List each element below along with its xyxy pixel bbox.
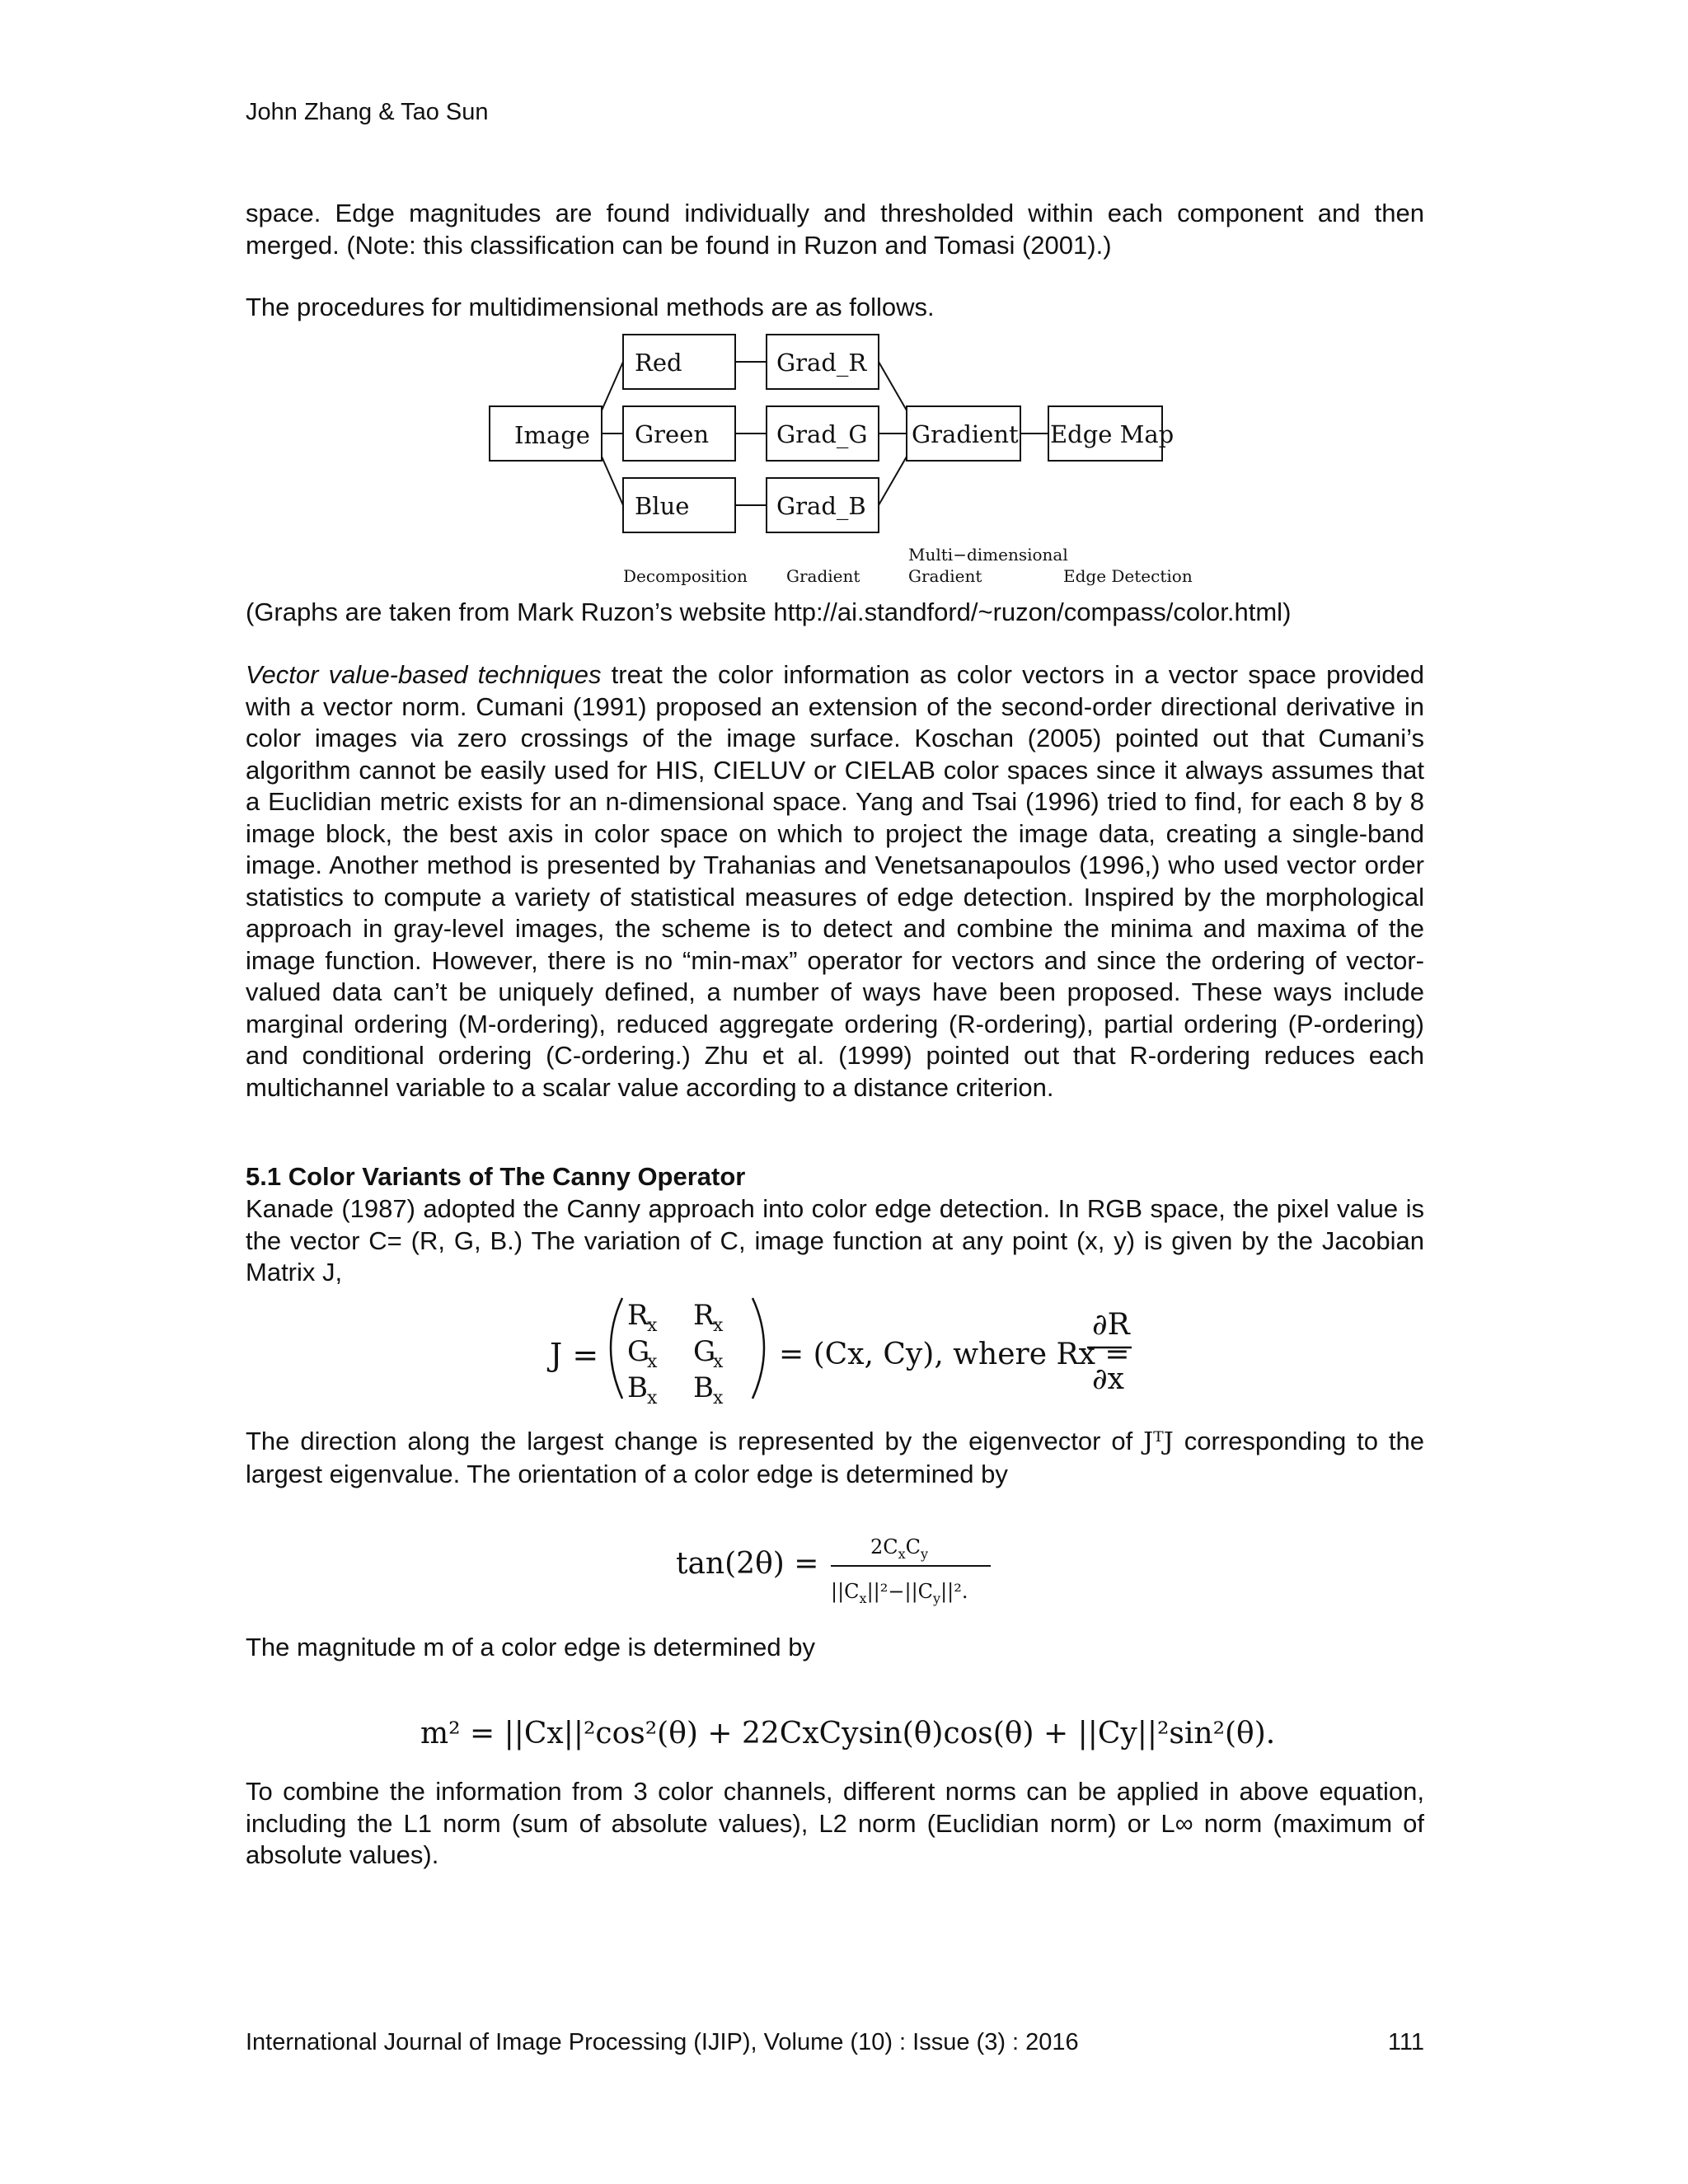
term-vector-value-based: Vector value-based techniques — [246, 660, 602, 689]
grad-r-label: Grad_R — [776, 349, 867, 377]
paragraph-3-text: treat the color information as color vectors in a vector space provided with a vector norm. Cumani (1991) proposed an extension of the second-order directional derivative in color images via zero crossings of the image surface. Koschan (2005) pointed out that Cumani’s algorithm cannot be easily used for HIS, CIELUV or CIELAB color spaces since it always assumes that a Euclidian metric exists for an n-dimensional space. Yang and Tsai (1996) tried to find, for each 8 by 8 image block, the best axis in color space on which to project the image data, creating a single-band image. Another method is presented by Trahanias and Venetsanapoulos (1996,) who used vector order statistics to compute a variety of statistical measures of edge detection. Inspired by the morphological approach in gray-level images, the scheme is to detect and combine the minima and maxima of the image function. However, there is no “min-max” operator for vectors and since the ordering of vector-valued data can’t be uniquely defined, a number of ways have been proposed. These ways include marginal ordering (M-ordering), reduced aggregate ordering (R-ordering), partial ordering (P-ordering) and conditional ordering (C-ordering.) Zhu et al. (1999) pointed out that R-ordering reduces each multichannel variable to a scalar value according to a distance criterion. — [246, 660, 1425, 1102]
svg-text:R: R — [627, 1299, 649, 1332]
svg-text:||Cx||²−||Cy||².: $||C_x||^2-||C_y||^2$. — [831, 1580, 968, 1606]
svg-text:x: x — [713, 1315, 724, 1336]
paragraph-5: The direction along the largest change is represented by the eigenvector of JᵀJ corresponding to the largest eigenvalue. The orientation of a color edge is determined by — [246, 1427, 1424, 1488]
svg-text:x: x — [647, 1352, 658, 1372]
page-footer — [246, 2029, 1424, 2056]
magnitude-equation — [420, 1694, 1278, 1768]
paragraph-2: The procedures for multidimensional methods are as follows. — [246, 293, 935, 321]
stage-decomposition: Decomposition — [623, 566, 748, 586]
multidimensional-pipeline-diagram — [486, 328, 1195, 588]
blue-label: Blue — [635, 492, 690, 520]
red-label: Red — [635, 349, 682, 377]
eq2-lhs: tan(2θ) = — [676, 1547, 819, 1581]
grad-g-label: Grad_G — [776, 420, 868, 448]
svg-text:2CxCy: $2C_xC_y$ — [870, 1535, 929, 1562]
eq1-middle: = (Cx, Cy), where Rx = — [779, 1338, 1130, 1371]
stage-multidimensional-gradient: Gradient — [908, 566, 982, 586]
jtj-symbol: JᵀJ — [1143, 1427, 1174, 1456]
paragraph-1: space. Edge magnitudes are found individually and thresholded within each component and then merged. (Note: this classification can be found in Ruzon and Tomasi (2001).) — [246, 199, 1424, 260]
stage-multidimensional: Multi−dimensional — [908, 545, 1068, 565]
orientation-equation — [676, 1521, 1006, 1611]
paragraph-3 — [246, 659, 1424, 1104]
svg-text:x: x — [647, 1315, 658, 1336]
svg-text:x: x — [647, 1388, 658, 1408]
svg-text:G: G — [627, 1335, 650, 1368]
svg-text:B: B — [693, 1371, 714, 1404]
svg-text:R: R — [693, 1299, 715, 1332]
svg-text:B: B — [627, 1371, 648, 1404]
svg-text:x: x — [713, 1352, 724, 1372]
edge-map-label: Edge Map — [1050, 420, 1175, 448]
gradient-label: Gradient — [912, 420, 1019, 448]
running-header: John Zhang & Tao Sun — [246, 99, 489, 125]
figure-caption: (Graphs are taken from Mark Ruzon’s website http://ai.standford/~ruzon/compass/color.html) — [246, 598, 1292, 626]
image-label: Image — [514, 421, 590, 449]
svg-text:G: G — [693, 1335, 716, 1368]
paragraph-6: The magnitude m of a color edge is determined by — [246, 1633, 815, 1661]
stage-gradient: Gradient — [786, 566, 860, 586]
journal-citation: International Journal of Image Processing (IJIP), Volume (10) : Issue (3) : 2016 — [246, 2029, 1079, 2055]
jacobian-equation — [540, 1282, 1166, 1413]
stage-edge-detection: Edge Detection — [1063, 566, 1193, 586]
svg-text:∂R: ∂R — [1092, 1308, 1130, 1342]
eq1-lhs: J = — [550, 1337, 599, 1373]
paragraph-7: To combine the information from 3 color channels, different norms can be applied in above equation, including the L1 norm (sum of absolute values), L2 norm (Euclidian norm) or L∞ norm (maximum of absolute values). — [246, 1777, 1424, 1869]
grad-b-label: Grad_B — [776, 492, 866, 520]
eq3-text: m² = ||Cx||²cos²(θ) + 22CxCysin(θ)cos(θ) + ||Cy||²sin²(θ). — [420, 1717, 1276, 1750]
svg-text:x: x — [713, 1388, 724, 1408]
svg-text:∂x: ∂x — [1092, 1362, 1124, 1396]
paragraph-4: Kanade (1987) adopted the Canny approach into color edge detection. In RGB space, the pixel value is the vector C= (R, G, B.) The variation of C, image function at any point (x, y) is given by the Jacobian Matrix J, — [246, 1194, 1424, 1286]
page-number: 111 — [1387, 2029, 1424, 2055]
green-label: Green — [635, 420, 710, 448]
section-heading: 5.1 Color Variants of The Canny Operator — [246, 1162, 746, 1191]
